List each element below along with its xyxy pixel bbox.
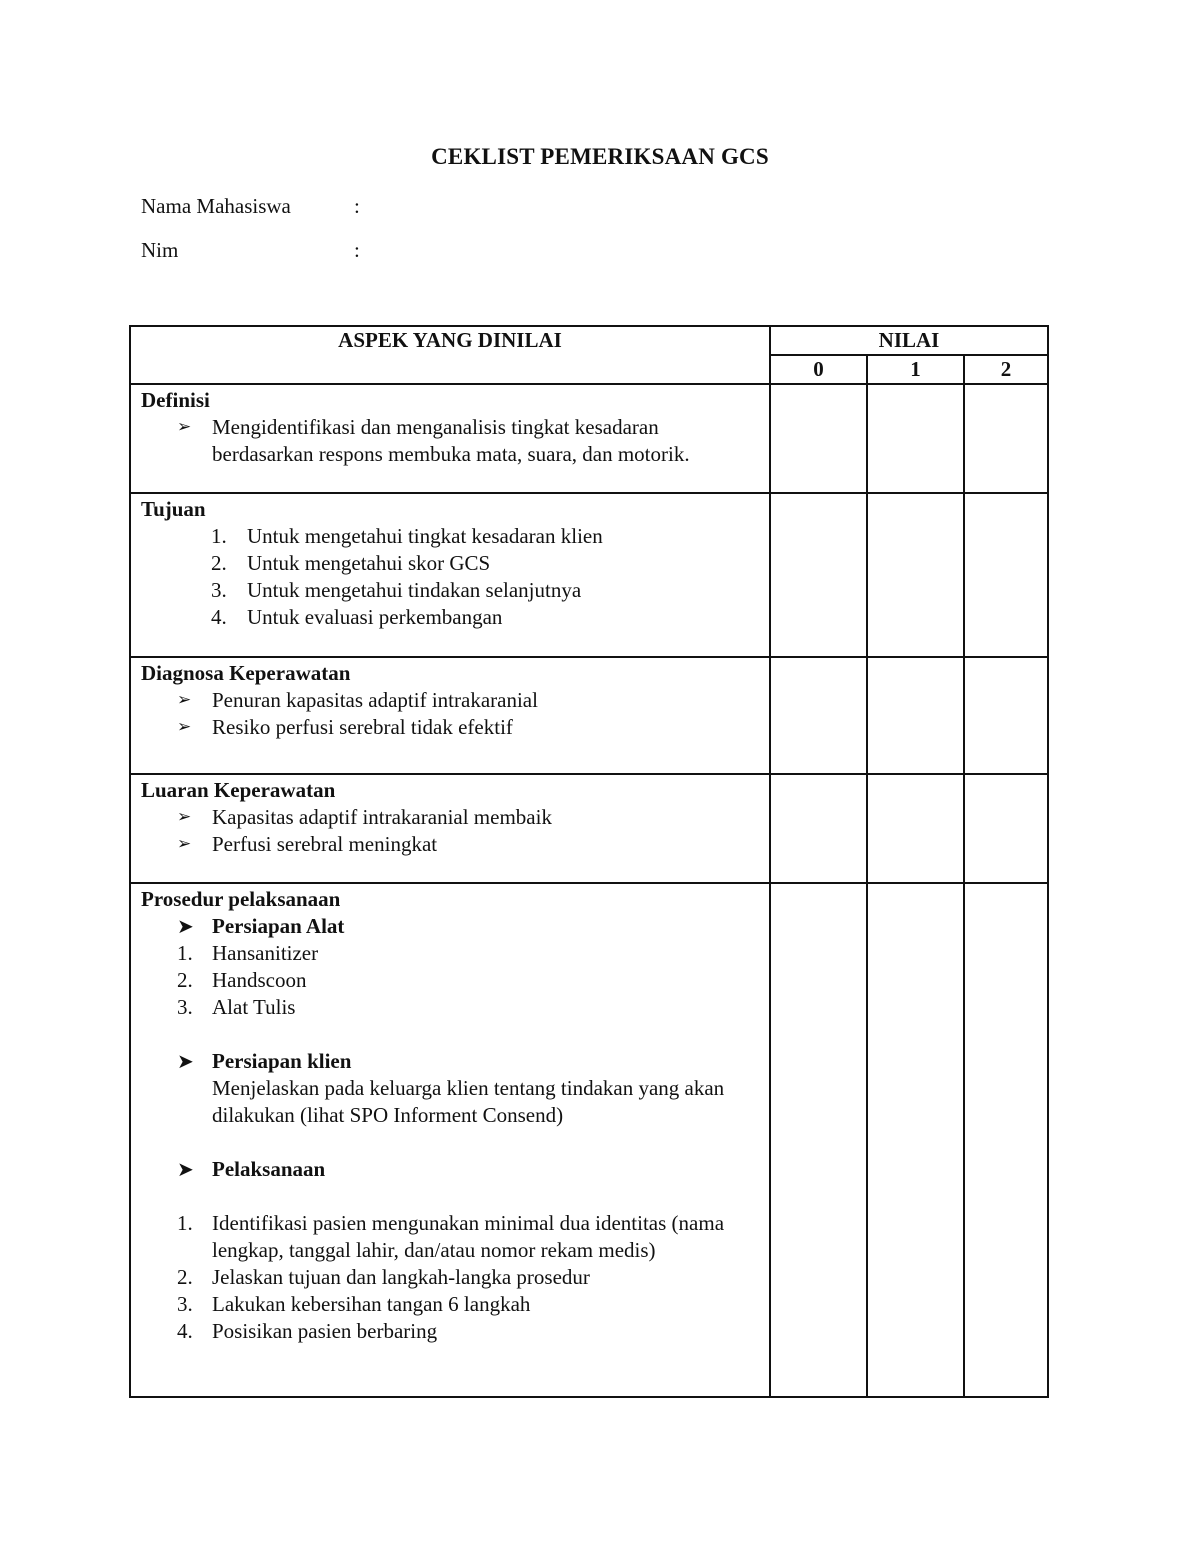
- score-cell[interactable]: [964, 384, 1048, 493]
- section-title: Luaran Keperawatan: [141, 778, 336, 802]
- field-nama-mahasiswa: [141, 194, 360, 219]
- score-cell[interactable]: [770, 657, 867, 774]
- aspect-tujuan: [130, 493, 770, 657]
- table-row: [130, 883, 1048, 1397]
- header-nilai: NILAI: [770, 326, 1048, 355]
- list-item: ➢ Perfusi serebral meningkat: [177, 832, 438, 856]
- arrow-bullet-icon: ➢: [177, 717, 192, 737]
- list-item: 2. Handscoon: [177, 968, 307, 992]
- score-cell[interactable]: [964, 883, 1048, 1397]
- score-cell[interactable]: [867, 883, 964, 1397]
- arrow-bullet-icon: ➢: [177, 417, 192, 437]
- score-cell[interactable]: [770, 774, 867, 883]
- field-colon: :: [354, 194, 360, 218]
- arrow-bullet-icon: ➢: [177, 807, 192, 827]
- field-label: Nim: [141, 238, 179, 262]
- list-item: 2. Untuk mengetahui skor GCS: [211, 551, 491, 575]
- list-item: 4. Posisikan pasien berbaring: [177, 1319, 438, 1343]
- table-row: [130, 774, 1048, 883]
- field-colon: :: [354, 238, 360, 262]
- list-item: 1. Untuk mengetahui tingkat kesadaran klien: [211, 524, 603, 548]
- list-item: 4. Untuk evaluasi perkembangan: [211, 605, 503, 629]
- section-title: Tujuan: [141, 497, 206, 521]
- subsection-pelaksanaan: ➤ Pelaksanaan: [177, 1157, 326, 1181]
- score-cell[interactable]: [964, 493, 1048, 657]
- score-cell[interactable]: [770, 883, 867, 1397]
- subsection-persiapan-klien: ➤ Persiapan klien: [177, 1049, 352, 1073]
- spacer: [141, 1129, 759, 1156]
- score-2: 2: [964, 355, 1048, 384]
- list-item: ➢ Kapasitas adaptif intrakaranial membaik: [177, 805, 552, 829]
- score-cell[interactable]: [867, 657, 964, 774]
- list-item: 3. Lakukan kebersihan tangan 6 langkah: [177, 1292, 531, 1316]
- field-label: Nama Mahasiswa: [141, 194, 291, 218]
- score-1: 1: [867, 355, 964, 384]
- list-item: 2. Jelaskan tujuan dan langkah-langka prosedur: [177, 1265, 590, 1289]
- table-header-row: [130, 326, 1048, 355]
- field-nim: [141, 238, 360, 263]
- list-item: 3. Alat Tulis: [177, 995, 296, 1019]
- list-item: 3. Untuk mengetahui tindakan selanjutnya: [211, 578, 582, 602]
- page-title: CEKLIST PEMERIKSAAN GCS: [431, 144, 769, 169]
- score-cell[interactable]: [770, 384, 867, 493]
- table-row: [130, 493, 1048, 657]
- score-0: 0: [770, 355, 867, 384]
- header-aspect: ASPEK YANG DINILAI: [130, 326, 770, 384]
- list-item: ➢ Mengidentifikasi dan menganalisis tingkat kesadaran berdasarkan respons membuka mata, suara, dan motorik.: [177, 415, 690, 466]
- checklist-table: [129, 325, 1049, 1398]
- aspect-diagnosa: [130, 657, 770, 774]
- subsection-persiapan-alat: ➤ Persiapan Alat: [177, 914, 345, 938]
- table-row: [130, 657, 1048, 774]
- arrow-bullet-icon: ➤: [177, 1049, 194, 1073]
- spacer: [141, 1183, 759, 1210]
- spacer: [141, 1021, 759, 1048]
- section-title: Definisi: [141, 388, 210, 412]
- score-cell[interactable]: [867, 384, 964, 493]
- list-item: ➢ Penuran kapasitas adaptif intrakaranial: [177, 688, 538, 712]
- aspect-luaran: [130, 774, 770, 883]
- score-cell[interactable]: [867, 493, 964, 657]
- aspect-prosedur: [130, 883, 770, 1397]
- score-cell[interactable]: [964, 657, 1048, 774]
- aspect-definisi: [130, 384, 770, 493]
- arrow-bullet-icon: ➢: [177, 690, 192, 710]
- section-title: Prosedur pelaksanaan: [141, 887, 341, 911]
- arrow-bullet-icon: ➤: [177, 914, 194, 938]
- table-row: [130, 384, 1048, 493]
- list-item: 1. Identifikasi pasien mengunakan minimal dua identitas (nama lengkap, tanggal lahir, dan/atau nomor rekam medis): [177, 1211, 725, 1262]
- klien-description: Menjelaskan pada keluarga klien tentang tindakan yang akan dilakukan (lihat SPO Informent Consend): [212, 1076, 725, 1127]
- score-cell[interactable]: [964, 774, 1048, 883]
- score-cell[interactable]: [867, 774, 964, 883]
- list-item: ➢ Resiko perfusi serebral tidak efektif: [177, 715, 513, 739]
- arrow-bullet-icon: ➤: [177, 1157, 194, 1181]
- section-title: Diagnosa Keperawatan: [141, 661, 351, 685]
- list-item: 1. Hansanitizer: [177, 941, 319, 965]
- score-cell[interactable]: [770, 493, 867, 657]
- arrow-bullet-icon: ➢: [177, 834, 192, 854]
